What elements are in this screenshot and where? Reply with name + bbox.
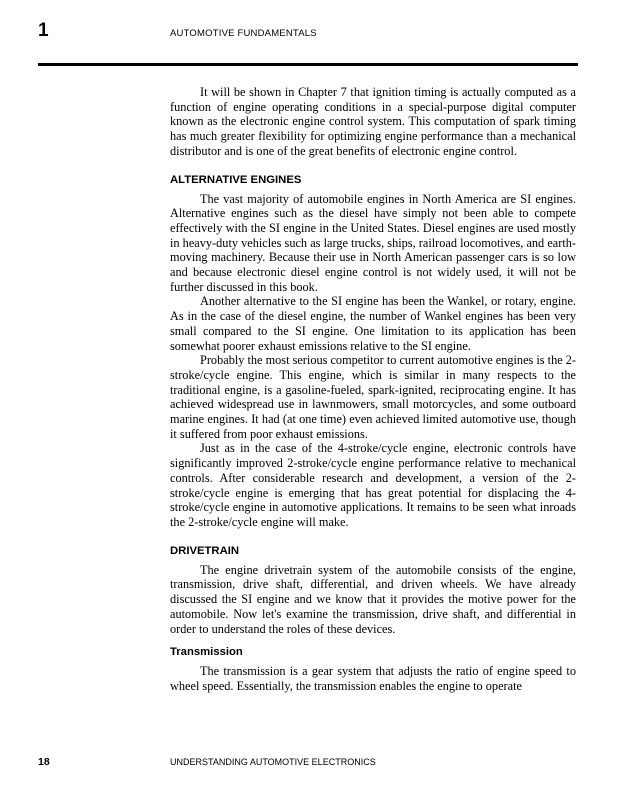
paragraph: The vast majority of automobile engines in North America are SI engines. Alternative engines such as the diesel have simply not been able to compete effectively with the SI engine in the United States. Diesel engines are used mostly in heavy-duty vehicles such as large trucks, ships, railroad locomotives, and earth-moving machinery. Because their use in North American passenger cars is so low and because electronic diesel engine control is not widely used, it will not be further discussed in this book. <box>170 191 576 294</box>
paragraph: The transmission is a gear system that adjusts the ratio of engine speed to wheel speed. Essentially, the transmission enables the engine to operate <box>170 664 576 693</box>
chapter-number: 1 <box>38 20 49 41</box>
section-heading-drivetrain: DRIVETRAIN <box>170 544 240 557</box>
running-foot: UNDERSTANDING AUTOMOTIVE ELECTRONICS <box>170 757 376 767</box>
paragraph: Probably the most serious competitor to current automotive engines is the 2-stroke/cycle engine. This engine, which is similar in many respects to the traditional engine, is a gasoline-fueled, spark-ignited, reciprocating engine. It has achieved widespread use in lawnmowers, small motorcycles, and some outboard marine engines. It had (at one time) even achieved limited automotive use, though it suffered from poor exhaust emissions. <box>170 353 577 441</box>
intro-paragraph: It will be shown in Chapter 7 that ignition timing is actually computed as a function of engine operating conditions in a special-purpose digital computer known as the electronic engine control system. This computation of spark timing has much greater flexibility for optimizing engine performance than a mechanical distributor and is one of the great benefits of electronic engine control. <box>170 85 576 158</box>
section-heading-alternative-engines: ALTERNATIVE ENGINES <box>170 173 302 186</box>
paragraph: Just as in the case of the 4-stroke/cycle engine, electronic controls have significantly improved 2-stroke/cycle engine performance relative to mechanical controls. After considerable research and development, a version of the 2-stroke/cycle engine is emerging that has great potential for displacing the 4-stroke/cycle engine in automotive applications. It remains to be seen what inroads the 2-stroke/cycle engine will make. <box>170 441 576 529</box>
body-text <box>170 85 576 694</box>
paragraph: The engine drivetrain system of the automobile consists of the engine, transmission, drive shaft, differential, and driven wheels. We have already discussed the SI engine and we know that it provides the motive power for the automobile. Now let's examine the transmission, drive shaft, and differential in order to understand the roles of these devices. <box>170 562 576 636</box>
page-number: 18 <box>38 756 50 768</box>
header-rule <box>38 63 578 66</box>
running-head: AUTOMOTIVE FUNDAMENTALS <box>170 28 317 39</box>
subsection-heading-transmission: Transmission <box>170 646 243 659</box>
paragraph: Another alternative to the SI engine has been the Wankel, or rotary, engine. As in the case of the diesel engine, the number of Wankel engines has been very small compared to the SI engine. One limitation to its application has been somewhat poorer exhaust emissions relative to the SI engine. <box>170 294 576 353</box>
